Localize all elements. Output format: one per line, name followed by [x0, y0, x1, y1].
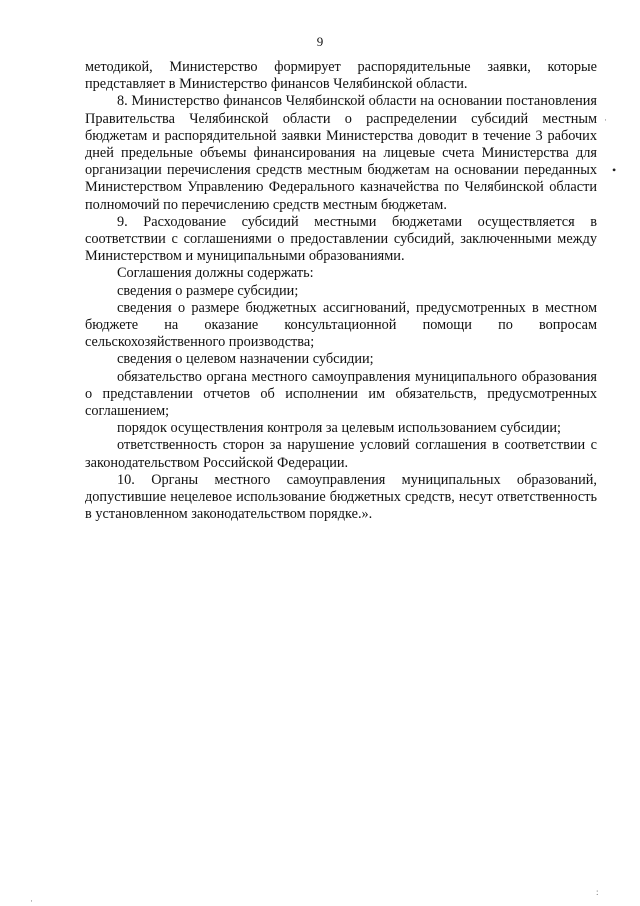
scan-speck: · [604, 115, 607, 125]
document-body [85, 59, 597, 523]
paragraph-item-8: 8. Министерство финансов Челябинской области на основании постановления Правительства Челябинской области о распределении субсидий местным бюджетам и распорядительной заявки Министерства доводит в течение 3 рабочих дней предельные объемы финансирования на лицевые счета Министерства для организации перечисления средств местным бюджетам на основании переданных Министерством Управлению Федерального казначейства по Челябинской области полномочий по перечислению средств местным бюджетам. [85, 93, 597, 213]
scan-speck: · [30, 896, 33, 906]
scan-speck: • [612, 163, 617, 177]
page-number: 9 [316, 34, 324, 49]
paragraph-item-9: 9. Расходование субсидий местными бюджетами осуществляется в соответствии с соглашениями о предоставлении субсидий, заключенными между Министерством и муниципальными образованиями. [85, 213, 597, 265]
paragraph-item-10: 10. Органы местного самоуправления муниципальных образований, допустившие нецелевое использование бюджетных средств, несут ответственность в установленном законодательством порядке.». [85, 471, 597, 523]
agreement-item-reporting-obligation: обязательство органа местного самоуправления муниципального образования о представлении отчетов об исполнении им обязательств, предусмотренных соглашением; [85, 368, 597, 420]
agreement-item-subsidy-size: сведения о размере субсидии; [117, 282, 299, 299]
scan-speck: : [596, 887, 599, 897]
agreement-contents-intro: Соглашения должны содержать: [117, 265, 314, 282]
agreement-item-budget-allocations: сведения о размере бюджетных ассигнований, предусмотренных в местном бюджете на оказание консультационной помощи по вопросам сельскохозяйственного производства; [85, 299, 597, 351]
agreement-item-responsibility: ответственность сторон за нарушение условий соглашения в соответствии с законодательством Российской Федерации. [85, 437, 597, 471]
agreement-item-subsidy-purpose: сведения о целевом назначении субсидии; [117, 351, 374, 368]
paragraph-continuation: методикой, Министерство формирует распорядительные заявки, которые представляет в Министерство финансов Челябинской области. [85, 59, 597, 93]
agreement-item-control-procedure: порядок осуществления контроля за целевым использованием субсидии; [117, 420, 562, 437]
